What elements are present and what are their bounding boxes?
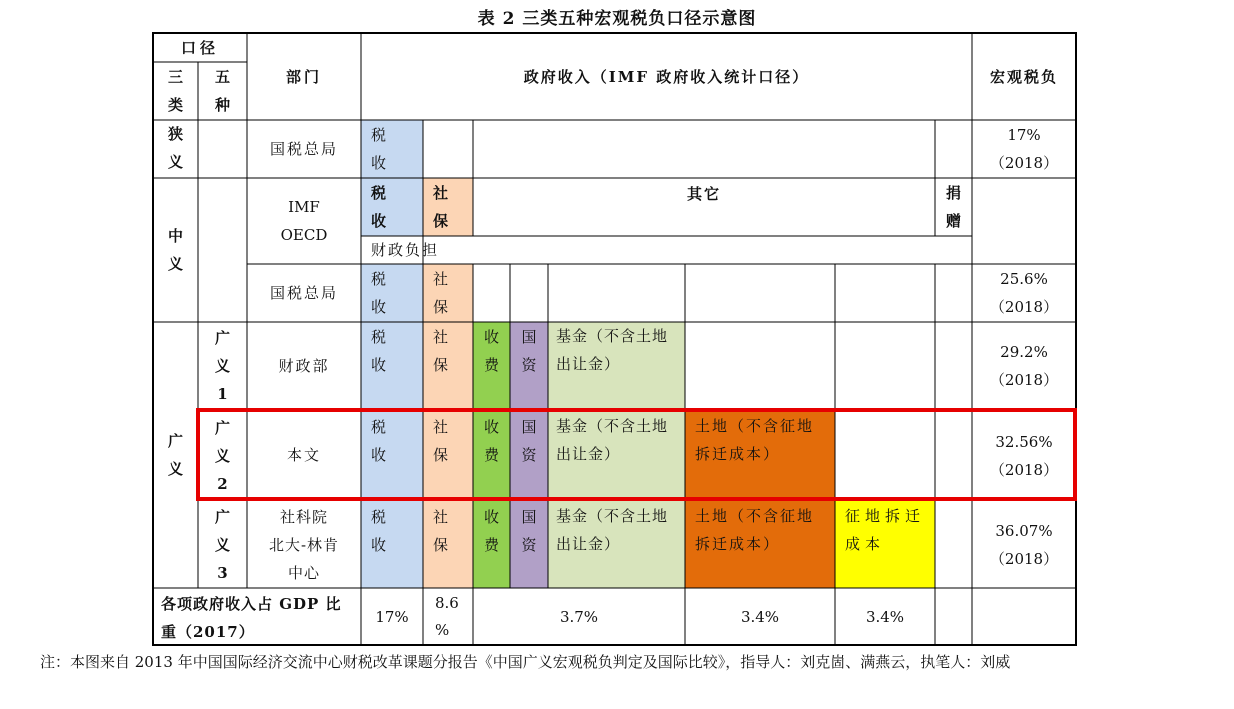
broad3-social: 社 保 — [433, 508, 449, 554]
gdp-label: 各项政府收入占 GDP 比重（2017） — [161, 595, 342, 641]
highlight-broad2-row — [196, 408, 1077, 501]
broad3-demolition: 征地拆迁成本 — [845, 507, 926, 553]
gdp-demolition: 3.4% — [865, 607, 905, 626]
narrow-burden: 17% （2018） — [989, 126, 1059, 172]
gdp-social: 8.6 % — [435, 593, 459, 639]
medium-imf-social: 社 保 — [433, 184, 449, 230]
broad3-sub: 广 义 3 — [214, 508, 230, 582]
broad1-funds: 基金（不含土地出让金） — [556, 327, 669, 373]
broad2-tax: 税 收 — [371, 418, 387, 464]
broad3-tax: 税 收 — [371, 508, 387, 554]
medium-sat-dept: 国税总局 — [269, 284, 338, 302]
broad-label: 广 义 — [167, 432, 183, 478]
broad3-fees: 收 费 — [483, 508, 499, 554]
broad1-burden: 29.2% （2018） — [989, 343, 1059, 389]
medium-label: 中 义 — [167, 227, 183, 273]
narrow-label: 狭 义 — [167, 125, 183, 171]
broad2-social: 社 保 — [433, 418, 449, 464]
broad2-state-assets: 国 资 — [521, 418, 537, 464]
medium-sat-burden: 25.6% （2018） — [989, 270, 1059, 316]
broad2-land: 土地（不含征地拆迁成本） — [695, 417, 815, 463]
broad3-burden: 36.07% （2018） — [989, 522, 1059, 568]
medium-donation: 捐 赠 — [945, 184, 961, 230]
header-three-categories: 三 类 — [167, 68, 183, 114]
broad3-dept: 社科院 北大-林肯 中心 — [268, 508, 340, 582]
broad3-funds: 基金（不含土地出让金） — [556, 507, 669, 553]
medium-sat-social: 社 保 — [433, 270, 449, 316]
narrow-tax: 税 收 — [371, 126, 387, 172]
broad1-sub: 广 义 1 — [214, 329, 230, 403]
broad2-sub: 广 义 2 — [214, 419, 230, 493]
broad1-tax: 税 收 — [371, 328, 387, 374]
header-government-revenue: 政府收入（IMF 政府收入统计口径） — [523, 67, 810, 86]
footnote: 注：本图来自 2013 年中国国际经济交流中心财税改革课题分报告《中国广义宏观税负判定及国际比较》，指导人：刘克崮、满燕云，执笔人：刘威 — [40, 653, 1011, 671]
broad3-state-assets: 国 资 — [521, 508, 537, 554]
header-department: 部门 — [285, 67, 322, 86]
medium-imf-tax: 税 收 — [371, 184, 387, 230]
broad1-state-assets: 国 资 — [521, 328, 537, 374]
medium-other: 其它 — [686, 185, 721, 203]
broad3-land: 土地（不含征地拆迁成本） — [695, 507, 815, 553]
narrow-dept: 国税总局 — [269, 140, 338, 158]
medium-sat-tax: 税 收 — [371, 270, 387, 316]
medium-imf-dept: IMF OECD — [280, 198, 328, 244]
table-title: 表 2 三类五种宏观税负口径示意图 — [477, 9, 757, 29]
gdp-funds-block: 3.7% — [559, 607, 599, 626]
gdp-tax: 17% — [375, 607, 409, 626]
broad2-fees: 收 费 — [483, 418, 499, 464]
broad1-fees: 收 费 — [483, 328, 499, 374]
medium-fiscal-burden: 财政负担 — [371, 241, 440, 259]
broad2-funds: 基金（不含土地出让金） — [556, 417, 669, 463]
broad2-dept: 本文 — [286, 446, 321, 464]
gdp-land: 3.4% — [740, 607, 780, 626]
broad1-dept: 财政部 — [278, 357, 330, 375]
header-five-types: 五 种 — [214, 68, 230, 114]
broad1-social: 社 保 — [433, 328, 449, 374]
header-macro-tax-burden: 宏观税负 — [989, 67, 1058, 86]
broad2-burden: 32.56% （2018） — [989, 433, 1059, 479]
header-caliber: 口径 — [180, 38, 219, 57]
